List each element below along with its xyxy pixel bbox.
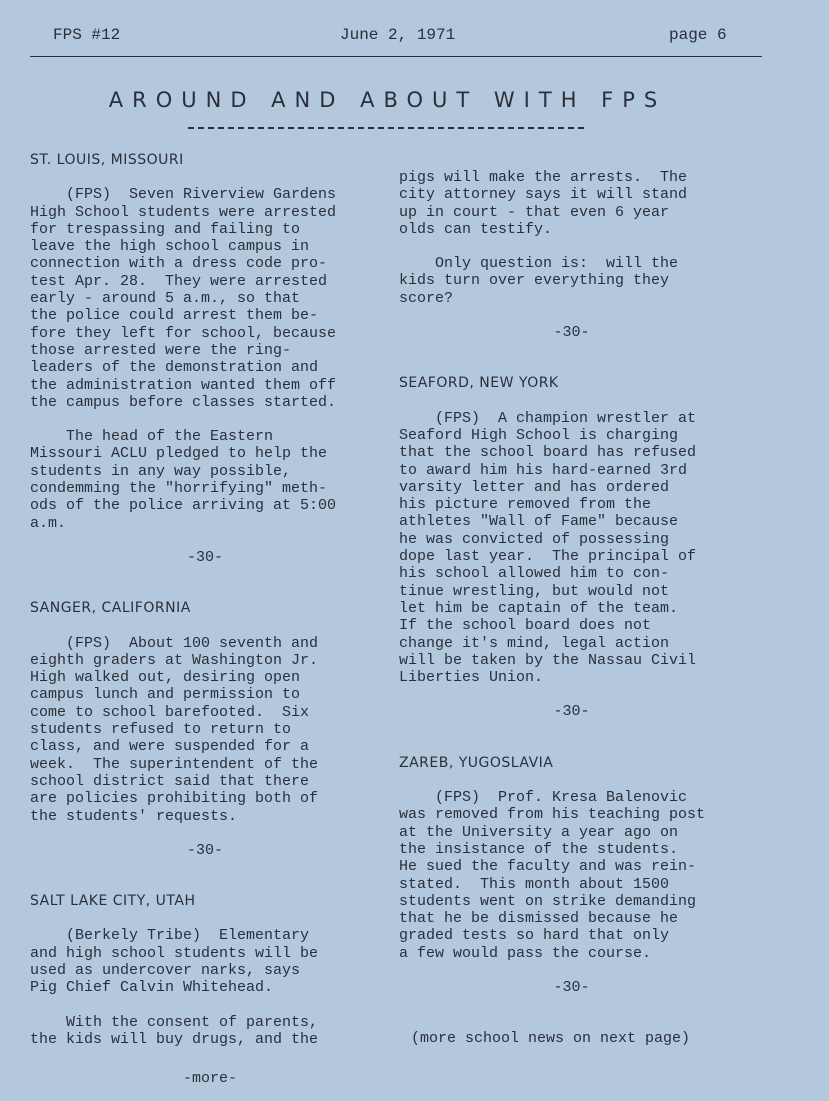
text-line: (FPS) Seven Riverview Gardens xyxy=(30,186,337,204)
text-line: test Apr. 28. They were arrested xyxy=(30,272,328,290)
text-line: the police could arrest them be- xyxy=(30,307,319,325)
story-heading: SALT LAKE CITY, UTAH xyxy=(30,893,196,910)
text-line: Seaford High School is charging xyxy=(399,426,679,444)
text-line: pigs will make the arrests. The xyxy=(399,169,688,186)
text-line: the administration wanted them off xyxy=(30,376,337,394)
story-paragraph xyxy=(399,169,799,238)
text-line: Only question is: will the xyxy=(399,255,679,273)
text-line: High School students were arrested xyxy=(30,203,337,221)
text-line: students went on strike demanding xyxy=(399,892,697,910)
text-line: the insistance of the students. xyxy=(399,840,679,858)
text-line: to award him his hard-earned 3rd xyxy=(399,461,688,479)
text-line: fore they left for school, because xyxy=(30,324,337,342)
text-line: at the University a year ago on xyxy=(399,823,679,841)
story-paragraph xyxy=(30,1014,390,1049)
text-line: for trespassing and failing to xyxy=(30,220,301,238)
text-line: With the consent of parents, xyxy=(30,1013,319,1031)
text-line: athletes "Wall of Fame" because xyxy=(399,513,679,531)
footer-more: -more- xyxy=(183,1070,238,1087)
column-right xyxy=(399,169,799,1048)
text-line: Missouri ACLU pledged to help the xyxy=(30,445,328,463)
text-line: connection with a dress code pro- xyxy=(30,255,328,273)
text-line: a.m. xyxy=(30,514,67,532)
text-line: If the school board does not xyxy=(399,617,652,635)
text-line: early - around 5 a.m., so that xyxy=(30,290,301,308)
text-line: leaders of the demonstration and xyxy=(30,359,319,377)
text-line: (Berkely Tribe) Elementary xyxy=(30,927,310,945)
text-line: (FPS) About 100 seventh and xyxy=(30,634,319,652)
text-line: that he be dismissed because he xyxy=(399,910,679,928)
text-line: graded tests so hard that only xyxy=(399,927,670,945)
story-heading: ST. LOUIS, MISSOURI xyxy=(30,152,184,168)
text-line: Pig Chief Calvin Whitehead. xyxy=(30,979,274,997)
text-line: that the school board has refused xyxy=(399,444,697,462)
text-line: varsity letter and has ordered xyxy=(399,478,670,496)
text-line: class, and were suspended for a xyxy=(30,738,310,756)
end-mark: -30- xyxy=(553,703,590,721)
end-mark: -30- xyxy=(186,548,223,566)
text-line: leave the high school campus in xyxy=(30,238,310,256)
text-line: week. The superintendent of the xyxy=(30,755,319,773)
text-line: was removed from his teaching post xyxy=(399,806,706,824)
text-line: those arrested were the ring- xyxy=(30,341,292,359)
page-title: AROUND AND ABOUT WITH FPS xyxy=(108,88,667,112)
story-paragraph xyxy=(30,927,390,996)
text-line: ods of the police arriving at 5:00 xyxy=(30,497,337,515)
text-line: campus lunch and permission to xyxy=(30,686,301,704)
text-line: Liberties Union. xyxy=(399,669,544,687)
text-line: he was convicted of possessing xyxy=(399,530,670,548)
text-line: kids turn over everything they xyxy=(399,272,670,290)
text-line: (FPS) Prof. Kresa Balenovic xyxy=(399,789,688,807)
text-line: his school allowed him to con- xyxy=(399,565,670,583)
text-line: students in any way possible, xyxy=(30,462,292,480)
story-paragraph xyxy=(399,789,799,962)
text-line: the campus before classes started. xyxy=(30,393,337,411)
story-paragraph xyxy=(30,428,390,532)
text-line: dope last year. The principal of xyxy=(399,548,697,566)
text-line: used as undercover narks, says xyxy=(30,961,301,979)
text-line: score? xyxy=(399,289,454,307)
text-line: The head of the Eastern xyxy=(30,428,274,446)
text-line: school district said that there xyxy=(30,772,310,790)
header-rule xyxy=(30,56,762,57)
text-line: He sued the faculty and was rein- xyxy=(399,858,697,876)
text-line: the kids will buy drugs, and the xyxy=(30,1030,319,1048)
header-date: June 2, 1971 xyxy=(340,26,456,44)
text-line: students refused to return to xyxy=(30,721,292,739)
text-line: High walked out, desiring open xyxy=(30,669,301,687)
more-news-note: (more school news on next page) xyxy=(411,1030,691,1048)
text-line: will be taken by the Nassau Civil xyxy=(399,651,697,669)
end-mark: -30- xyxy=(553,324,590,342)
text-line: change it's mind, legal action xyxy=(399,634,670,652)
text-line: the students' requests. xyxy=(30,807,238,825)
text-line: are policies prohibiting both of xyxy=(30,790,319,808)
text-line: let him be captain of the team. xyxy=(399,599,679,617)
title-underline xyxy=(188,127,584,129)
text-line: city attorney says it will stand xyxy=(399,186,688,204)
text-line: eighth graders at Washington Jr. xyxy=(30,651,319,669)
text-line: condemming the "horrifying" meth- xyxy=(30,480,328,498)
end-mark: -30- xyxy=(186,841,223,859)
header-page: page 6 xyxy=(669,26,727,44)
text-line: come to school barefooted. Six xyxy=(30,703,310,721)
text-line: (FPS) A champion wrestler at xyxy=(399,409,697,427)
text-line: his picture removed from the xyxy=(399,496,652,514)
story-heading: SEAFORD, NEW YORK xyxy=(399,375,559,392)
story-paragraph xyxy=(399,410,799,687)
text-line: a few would pass the course. xyxy=(399,944,652,962)
text-line: olds can testify. xyxy=(399,220,553,238)
story-heading: ZAREB, YUGOSLAVIA xyxy=(399,754,554,771)
story-paragraph xyxy=(399,255,799,307)
text-line: tinue wrestling, but would not xyxy=(399,582,670,600)
column-left xyxy=(30,152,390,1048)
story-paragraph xyxy=(30,635,390,825)
text-line: stated. This month about 1500 xyxy=(399,875,670,893)
header-left: FPS #12 xyxy=(53,26,121,44)
text-line: up in court - that even 6 year xyxy=(399,203,670,221)
story-paragraph xyxy=(30,186,390,411)
end-mark: -30- xyxy=(553,978,590,996)
text-line: and high school students will be xyxy=(30,944,319,962)
story-heading: SANGER, CALIFORNIA xyxy=(30,600,191,617)
